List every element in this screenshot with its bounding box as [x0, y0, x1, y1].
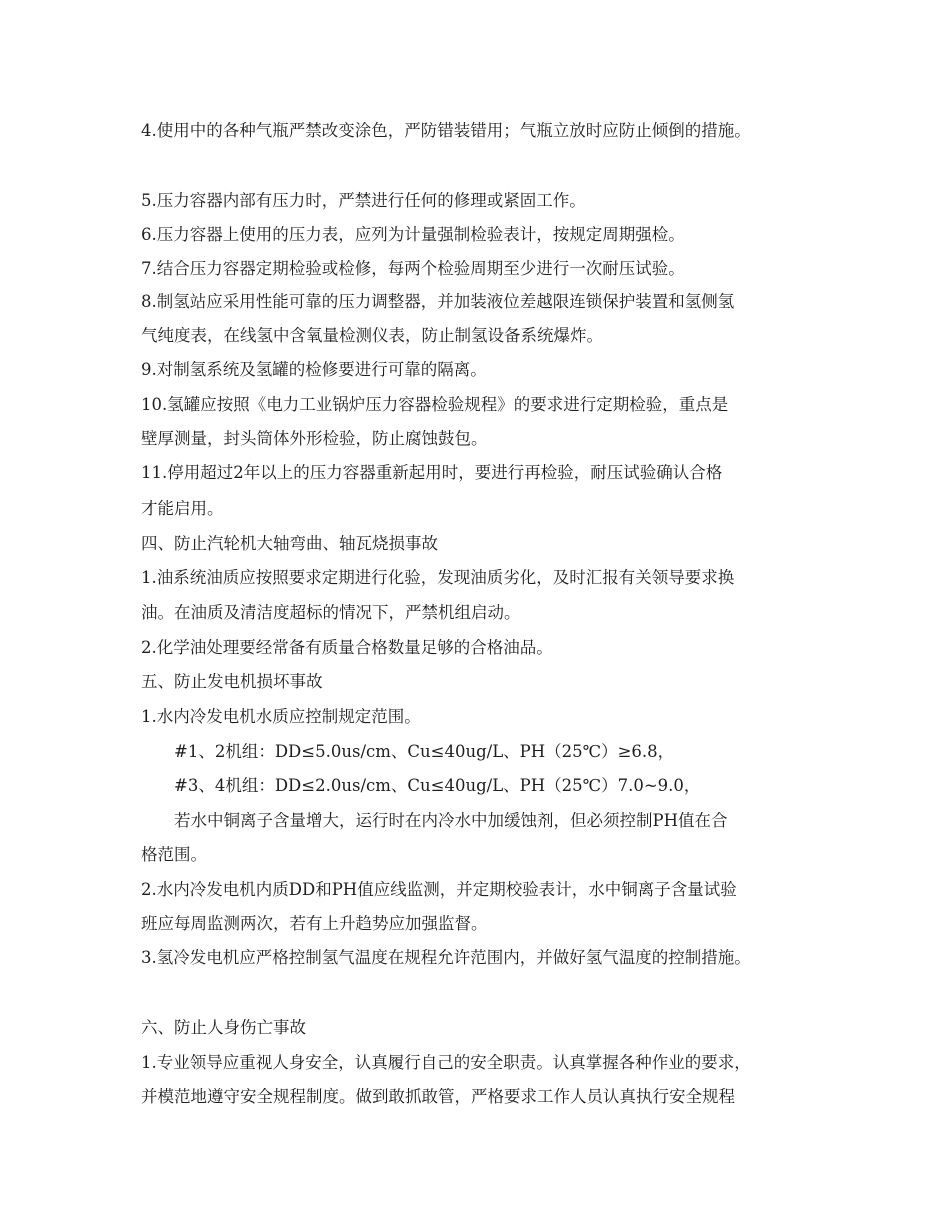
text-line: 气纯度表，在线氢中含氧量检测仪表，防止制氢设备系统爆炸。 [141, 326, 603, 345]
text-line: 11.停用超过2年以上的压力容器重新起用时，要进行再检验，耐压试验确认合格 [141, 463, 723, 482]
text-line: 4.使用中的各种气瓶严禁改变涂色，严防错装错用；气瓶立放时应防止倾倒的措施。 [141, 121, 751, 140]
section-heading: 六、防止人身伤亡事故 [141, 1018, 306, 1037]
text-line: #3、4机组：DD≤2.0us/cm、Cu≤40ug/L、PH（25℃）7.0~9.0， [174, 776, 701, 795]
text-line: 班应每周监测两次，若有上升趋势应加强监督。 [141, 914, 488, 933]
text-line: 10.氢罐应按照《电力工业锅炉压力容器检验规程》的要求进行定期检验，重点是 [141, 395, 729, 414]
text-line: 1.油系统油质应按照要求定期进行化验，发现油质劣化，及时汇报有关领导要求换 [141, 568, 735, 587]
text-line: 5.压力容器内部有压力时，严禁进行任何的修理或紧固工作。 [141, 191, 586, 210]
text-line: #1、2机组：DD≤5.0us/cm、Cu≤40ug/L、PH（25℃）≥6.8， [174, 742, 675, 761]
text-line: 壁厚测量，封头筒体外形检验，防止腐蚀鼓包。 [141, 429, 488, 448]
text-line: 才能启用。 [141, 499, 224, 518]
text-line: 1.专业领导应重视人身安全，认真履行自己的安全职责。认真掌握各种作业的要求， [141, 1053, 751, 1072]
text-line: 并模范地遵守安全规程制度。做到敢抓敢管，严格要求工作人员认真执行安全规程 [141, 1087, 735, 1106]
text-line: 9.对制氢系统及氢罐的检修要进行可靠的隔离。 [141, 360, 487, 379]
text-line: 1.水内冷发电机水质应控制规定范围。 [141, 707, 421, 726]
text-line: 3.氢冷发电机应严格控制氢气温度在规程允许范围内，并做好氢气温度的控制措施。 [141, 948, 751, 967]
text-line: 2.水内冷发电机内质DD和PH值应线监测，并定期校验表计，水中铜离子含量试验 [141, 880, 737, 899]
text-line: 若水中铜离子含量增大，运行时在内冷水中加缓蚀剂，但必须控制PH值在合 [174, 811, 728, 830]
section-heading: 四、防止汽轮机大轴弯曲、轴瓦烧损事故 [141, 534, 438, 553]
text-line: 8.制氢站应采用性能可靠的压力调整器，并加装液位差越限连锁保护装置和氢侧氢 [141, 292, 735, 311]
section-heading: 五、防止发电机损坏事故 [141, 672, 323, 691]
text-line: 油。在油质及清洁度超标的情况下，严禁机组启动。 [141, 603, 521, 622]
text-line: 2.化学油处理要经常备有质量合格数量足够的合格油品。 [141, 638, 553, 657]
text-line: 格范围。 [141, 845, 207, 864]
text-line: 7.结合压力容器定期检验或检修，每两个检验周期至少进行一次耐压试验。 [141, 259, 685, 278]
text-line: 6.压力容器上使用的压力表，应列为计量强制检验表计，按规定周期强检。 [141, 225, 685, 244]
